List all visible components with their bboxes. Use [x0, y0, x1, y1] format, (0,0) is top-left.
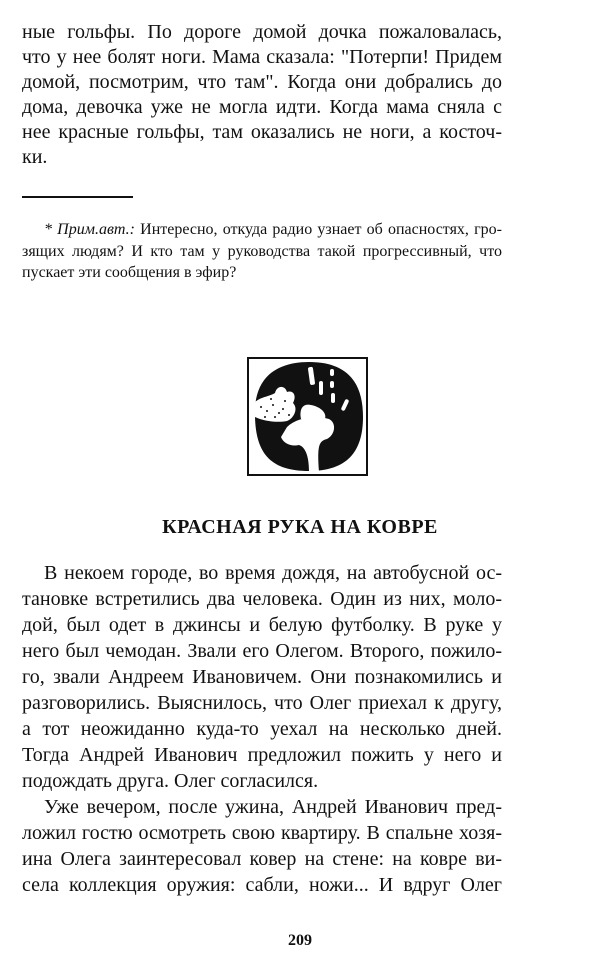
text-line: подождать друга. Олег согласился.: [22, 770, 319, 792]
text-line: Уже вечером, после ужина, Андрей Иванович пред-: [44, 796, 502, 818]
text-line: го, звали Андреем Ивановичем. Они познакомились и: [22, 666, 502, 688]
text-line: села коллекция оружия: сабли, ножи... И вдруг Олег: [22, 874, 502, 896]
footnote-marker: * Прим.авт.:: [44, 221, 135, 238]
page-number: 209: [288, 932, 312, 949]
footnote-text: Интересно, откуда радио узнает об опасностях, гро-: [134, 221, 502, 238]
footnote-divider: [22, 196, 133, 198]
top-paragraph: [22, 20, 502, 170]
text-line: дой, был одет в джинсы и белую футболку. В руке у: [22, 614, 502, 636]
red-hand-illustration: [247, 357, 368, 476]
footnote-line: пускает эти сообщения в эфир?: [22, 264, 237, 281]
footnote-line: зящих людям? И кто там у руководства такой прогрессивный, что: [22, 242, 502, 260]
text-line: ные гольфы. По дороге домой дочка пожаловалась,: [22, 21, 502, 43]
text-line: него был чемодан. Звали его Олегом. Второго, пожило-: [22, 640, 502, 662]
text-line: разговорились. Выяснилось, что Олег приехал к другу,: [22, 692, 502, 714]
text-line: что у нее болят ноги. Мама сказала: "Потерпи! Придем: [22, 46, 502, 68]
text-line: нее красные гольфы, там оказались не ноги, а косточ-: [22, 121, 502, 143]
chapter-title: КРАСНАЯ РУКА НА КОВРЕ: [162, 516, 438, 538]
text-line: а тот неожиданно куда-то уехал на несколько дней.: [22, 718, 502, 740]
text-line: ки.: [22, 146, 48, 168]
text-line: дома, девочка уже не могла идти. Когда мама сняла с: [22, 96, 502, 118]
text-line: В некоем городе, во время дождя, на автобусной ос-: [44, 562, 502, 584]
text-line: ина Олега заинтересовал ковер на стене: на ковре ви-: [22, 848, 502, 870]
text-line: ложил гостю осмотреть свою квартиру. В спальне хозя-: [22, 822, 502, 844]
text-line: Тогда Андрей Иванович предложил пожить у него и: [22, 744, 502, 766]
footnote: [22, 219, 502, 284]
body-text: [22, 560, 502, 898]
text-line: домой, посмотрим, что там". Когда они добрались до: [22, 71, 502, 93]
text-line: тановке встретились два человека. Один из них, моло-: [22, 588, 502, 610]
footnote-line: [22, 219, 502, 241]
